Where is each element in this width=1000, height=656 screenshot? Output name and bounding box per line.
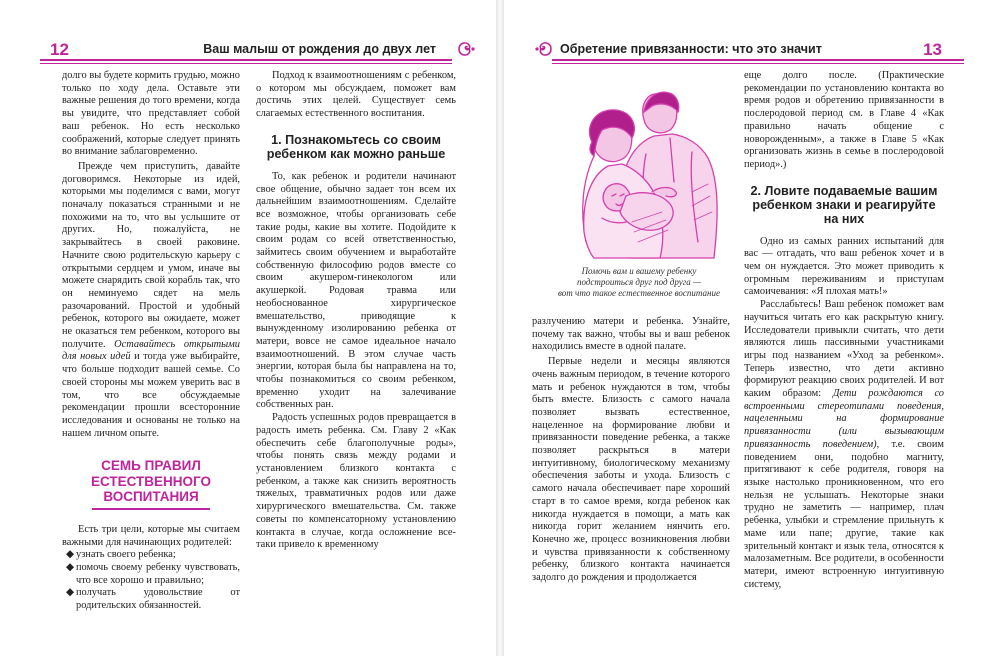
right-column-2 [744,70,944,591]
paragraph: То, как ребенок и родители начинают свое общение, обычно задает тон всем их дальнейшим взаимоотношениям. Сделайте все возможное, чтобы организовать себе такие роды, какие вы хотите. Подойдите к своим родам со всей ответственностью, займитесь своим обучением и выработайте собственную философию родов вместе со своим акушером-гинекологом или акушеркой. Родовая травма или необоснованное хирургическое вмешательство, приводящие к вынужденному изолированию ребенка от матери, вовсе не самое идеальное начало взаимоотношений. В этом случае часть энергии, которая была бы направлена на то, чтобы познакомиться со своим ребенком, временно уходит на залечивание собственных ран. [256,170,456,411]
running-title-right: Обретение привязанности: что это значит [560,42,822,56]
header-rule-left-thin [40,63,452,64]
paragraph: Радость успешных родов превращается в радость иметь ребенка. См. Главу 2 «Как обеспечить себе благополучные роды», чтобы понять связь между родами и установлением близкого контакта с ребенком, а также как снизить вероятность тяжелых, травматичных родов или даже хирургического вмешательства. См. также советы по компенсаторному установлению контакта в случае, когда осложнение все-таки привело к временному [256,412,456,551]
caption-line: подстроиться друг под друга — [576,277,702,287]
text-span: , т.е. своим поведением они, подобно магниту, притягивают к себе родителя, говоря на языке настолько проникновенном, что его нельзя не услышать. Некоторые знаки трудно не заметить — например, плач ребенка, улыбки и стремление прильнуть к маме или папе; другие, такие как зрительный контакт и язык тела, относятся к малозаметным. Все родители, в особенности матери, имеют встроенную интуитивную систему, [744,438,944,590]
diamond-bullet-icon: ◆ [66,549,74,561]
paragraph: долго вы будете кормить грудью, можно только по ходу дела. Оставьте эти важные решения до того времени, когда вы увидите, что представляет собой ваш ребенок. Но есть несколько соображений, которые следует принять во внимание заблаговременно. [62,70,240,158]
list-item [62,562,240,587]
right-page [504,0,1000,656]
text-span: Расслабьтесь! Ваш ребенок поможет вам научиться читать его как раскрытую книгу. Исследователи привыкли считать, что дети являются лишь пассивными участниками игры под названием «Уход за ребенком». Теперь известно, что дети активно формируют реакцию своих родителей. И вот каким образом: [744,299,944,400]
list-item-text: получать удовольствие от родительских обязанностей. [76,587,240,612]
book-gutter [496,0,504,656]
list-item [62,587,240,612]
diamond-bullet-icon: ◆ [66,562,74,573]
page-number-left: 12 [50,40,69,59]
caption-line: вот что такое естественное воспитание [558,288,720,298]
text-span: и тогда уже выбирайте, что больше подходит вашей семье. Со своей стороны мы можем уверить вас в том, что все обсуждаемые рекомендации прошли всесторонние исследования и основаны не только на нашем личном опыте. [62,351,240,439]
paragraph: Подход к взаимоотношениям с ребенком, о котором мы обсуждаем, поможет вам достичь этих целей. Существует семь слагаемых естественного воспитания. [256,70,456,120]
diamond-bullet-icon: ◆ [66,587,74,599]
paragraph [744,299,944,591]
running-title-left: Ваш малыш от рождения до двух лет [203,42,436,56]
paragraph: Первые недели и месяцы являются очень важным периодом, в течение которого мать и ребенок нуждаются в том, чтобы быть вместе. Близость с самого начала позволяет вызвать естественное, нацеленное на формирование любви и привязанности поведение ребенка, а также позволяет раскрыться в матери интуитивному, биологическому механизму обеспечения заботы и ухода. Близость с самого начала обеспечивает паре хороший старт в то самое время, когда ребенок как никогда нуждается в помощи, а мать как никогда горит желанием нянчить его. Конечно же, процесс возникновения любви и чувства привязанности к собственному ребенку, близкого контакта начинается задолго до рождения и продолжается [532,356,730,584]
page-number-right: 13 [923,40,942,59]
section-heading-rule-1: 1. Познакомьтесь со своим ребенком как можно раньше [266,132,446,161]
section-heading-seven-rules [62,458,240,510]
illustration-caption [534,266,744,299]
section-heading-rule-2: 2. Ловите подаваемые вашим ребенком знаки и реагируйте на них [750,183,938,226]
header-rule-left [40,59,452,61]
list-item [62,549,240,562]
header-rule-right [552,59,964,61]
left-column-2 [256,70,456,552]
swirl-ornament-icon [456,38,478,60]
italic-emphasis: Дети рождаются со встроенными стереотипами поведения, нацеленными на формирование привязанности (или вызывающим привязанность поведением) [744,388,944,450]
heading-text: СЕМЬ ПРАВИЛ ЕСТЕСТВЕННОГО ВОСПИТАНИЯ [90,458,212,505]
paragraph: разлучению матери и ребенка. Узнайте, почему так важно, чтобы вы и ваш ребенок находились вместе в одной палате. [532,316,730,353]
caption-line: Помочь вам и вашему ребенку [581,266,697,276]
parents-with-newborn-illustration [542,72,732,262]
list-item-text: узнать своего ребенка; [76,549,176,561]
list-item-text: помочь своему ребенку чувствовать, что все хорошо и правильно; [76,562,240,586]
paragraph [62,161,240,440]
text-span: Прежде чем приступить, давайте договоримся. Некоторые из идей, которыми мы поделимся с вами, могут поначалу показаться странными и не похожими на то, что вы услышите от других. Но, пожалуйста, не закрывайтесь в своей раковине. Начните свою родительскую карьеру с открытыми сердцем и умом, иначе вы можете снарядить свой корабль так, что он неминуемо сядет на мель разочарований. Простой и удобный ребенок, которого вы ожидаете, может не оказаться тем ребенком, которого вы получите. [62,160,240,350]
paragraph: еще долго после. (Практические рекомендации по установлению контакта во время родов и обретению привязанности в послеродовой период см. в Главе 4 «Как правильно начать общение с новорожденным», а также в Главе 5 «Как организовать жизнь в семье в послеродовой период».) [744,70,944,170]
italic-emphasis: Оставайтесь открытыми для новых идей [62,338,240,363]
swirl-ornament-icon [532,38,554,60]
heading-underline [92,508,210,510]
header-rule-right-thin [552,63,964,64]
right-column-1 [532,316,730,585]
left-page [0,0,496,656]
paragraph: Одно из самых ранних испытаний для вас — отгадать, что ваш ребенок хочет и в чем он нуждается. Это может приводить к огромным переживаниям и приступам самоичевания: «Я плохая мать!» [744,235,944,298]
left-column-1 [62,70,240,613]
paragraph: Есть три цели, которые мы считаем важными для начинающих родителей: [62,523,240,548]
